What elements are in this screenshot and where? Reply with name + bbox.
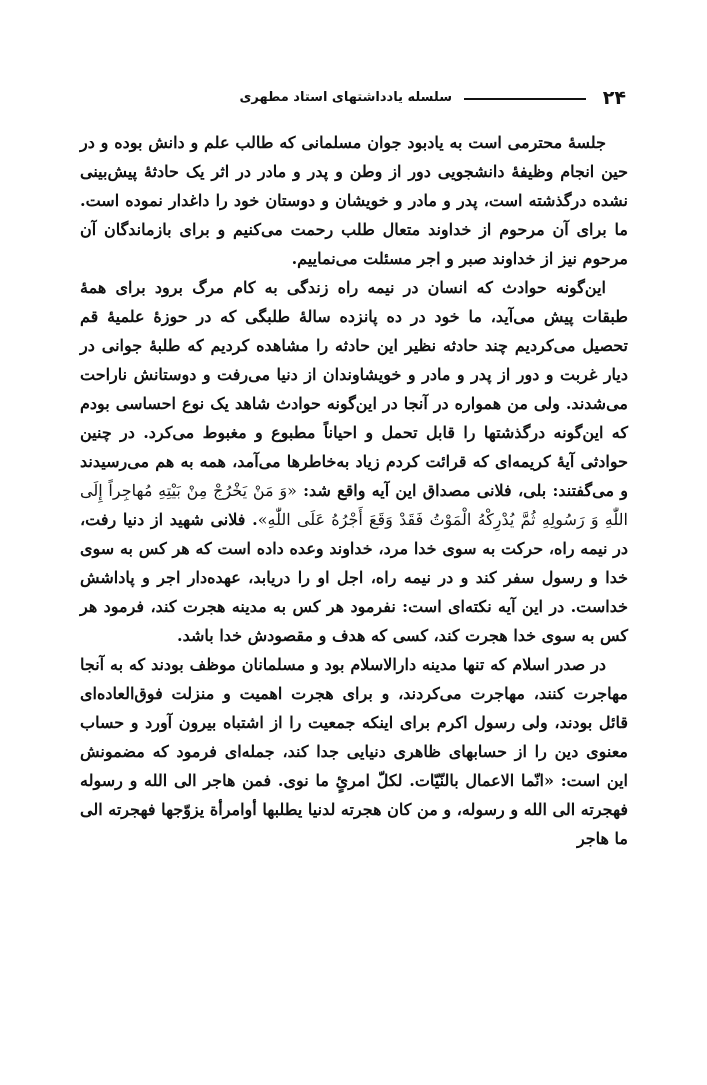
paragraph-2-tail: . فلانی شهید از دنیا رفت، در نیمه راه، حرکت به سوی خدا مرد، خداوند وعده داده است که هر کس به سوی خدا و رسول سفر کند و در نیمه راه، اجل او را دریابد، عهده‌دار اجر و پاداشش خداست. در این آیه نکته‌ای است: نفرمود هر کس به مدینه هجرت کند، فرمود هر کس به سوی خدا هجرت کند، کسی که هدف و مقصودش خدا باشد. — [80, 510, 628, 645]
paragraph-2 — [80, 273, 628, 650]
paragraph-3: در صدر اسلام که تنها مدینه دارالاسلام بود و مسلمانان موظف بودند که به آنجا مهاجرت کنند، مهاجرت می‌کردند، و برای هجرت اهمیت و منزلت فوق‌العاده‌ای قائل بودند، ولی رسول اکرم برای اینکه جمعیت را از اشتباه بیرون آورد و حساب معنوی دین را از حسابهای ظاهری دنیایی جدا کند، جمله‌ای فرمود که مضمونش این است: «انّما الاعمال بالنّیّات. لکلّ امرئٍ ما نوی. فمن هاجر الی الله و رسوله فهجرته الی الله و رسوله، و من کان هجرته لدنیا یطلبها أوامرأة یزوّجها فهجرته الی ما هاجر — [80, 655, 628, 848]
header-rule — [464, 98, 586, 100]
body-text — [80, 128, 628, 853]
page-header — [78, 86, 626, 110]
running-title: سلسله یادداشتهای استاد مطهری — [239, 90, 452, 105]
page-number: ۲۴ — [602, 87, 626, 109]
paragraph-1: جلسهٔ محترمی است به یادبود جوان مسلمانی که طالب علم و دانش بوده و در حین انجام وظیفهٔ دانشجویی دور از وطن و پدر و مادر در اثر یک حادثهٔ پیش‌بینی نشده درگذشته است، پدر و مادر و خویشان و دوستان خود را داغدار نموده است. ما برای آن مرحوم از خداوند متعال طلب رحمت می‌کنیم و برای بازماندگان آن مرحوم نیز از خداوند صبر و اجر مسئلت می‌نماییم. — [80, 133, 628, 268]
quran-verse: «وَ مَنْ يَخْرُجْ مِنْ بَيْتِهِ مُهاجِراً إِلَى اللّٰهِ وَ رَسُولِهِ ثُمَّ يُدْرِكْهُ الْمَوْتُ فَقَدْ وَقَعَ أَجْرُهُ عَلَى اللّٰهِ» — [80, 481, 628, 529]
paragraph-2-lead: این‌گونه حوادث که انسان در نیمه راه زندگی به کام مرگ برود برای همهٔ طبقات پیش می‌آید، ما خود در ده پانزده سالهٔ طلبگی که در حوزهٔ علمیهٔ قم تحصیل می‌کردیم چند حادثه نظیر این حادثه را مشاهده کردیم که طلبهٔ جوانی در دیار غربت و دور از پدر و مادر و خویشاوندان از دنیا می‌رفت و دوستانش ناراحت می‌شدند. ولی من همواره در آنجا در این‌گونه حوادث شاهد یک نوع احساسی بودم که این‌گونه درگذشتها را قابل تحمل و احیاناً مطبوع و مغبوط می‌کرد. در چنین حوادثی آیهٔ کریمه‌ای که قرائت کردم زیاد به‌خاطرها می‌آمد، همه به هم می‌رسیدند و می‌گفتند: بلی، فلانی مصداق این آیه واقع شد: — [80, 278, 628, 500]
